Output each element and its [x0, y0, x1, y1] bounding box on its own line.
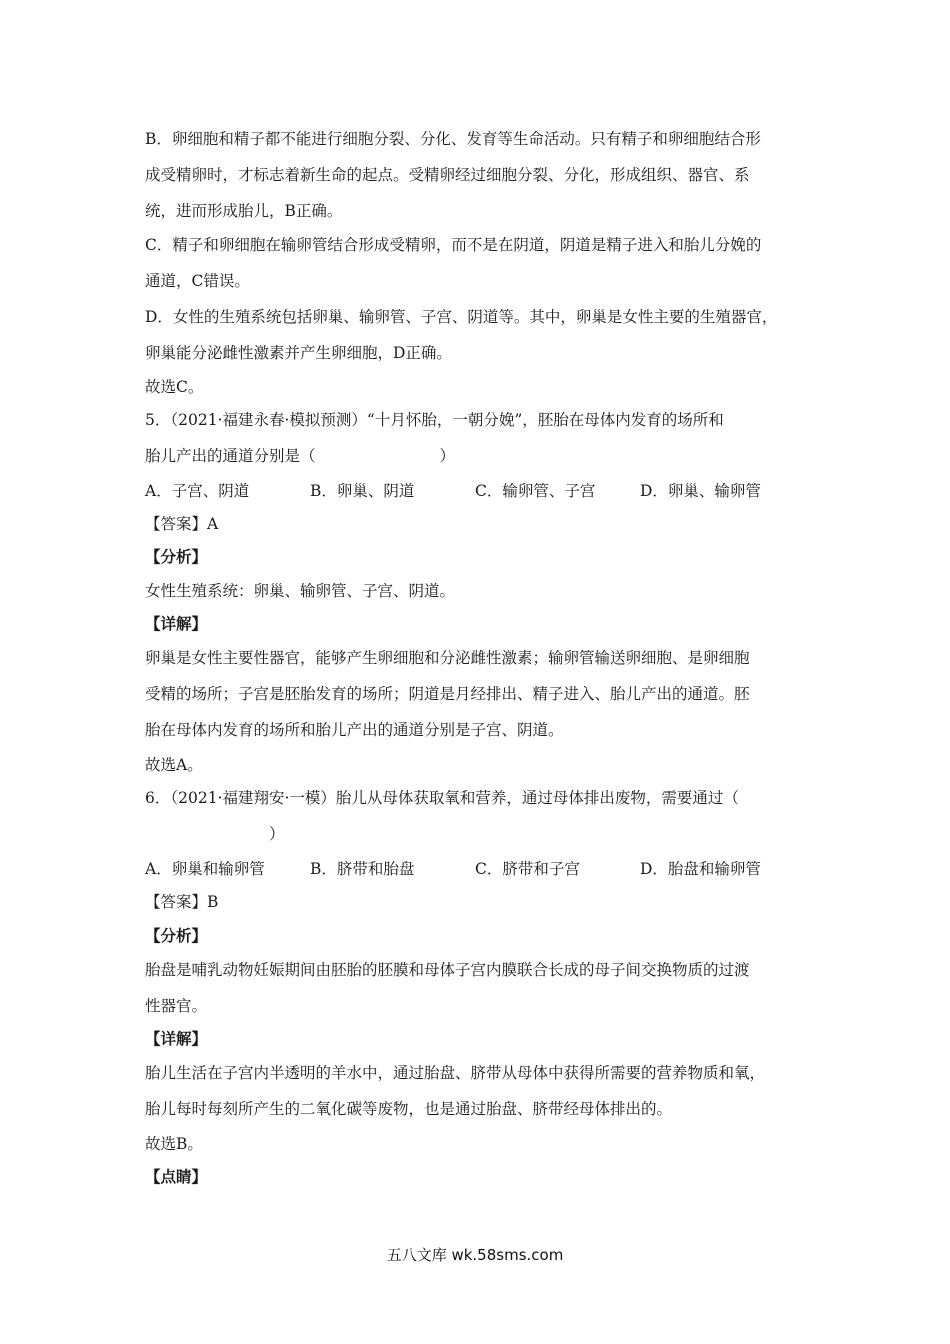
q5-detail-label: 【详解】 [145, 614, 208, 633]
q5-stem-line-2: 胎儿产出的通道分别是（ ） [145, 447, 456, 465]
q6-option-c: C．脐带和子宫 [475, 860, 580, 878]
q6-analysis-line-1: 胎盘是哺乳动物妊娠期间由胚胎的胚膜和母体子宫内膜联合长成的母子间交换物质的过渡 [145, 961, 750, 979]
q6-choice: 故选B。 [145, 1135, 203, 1153]
q5-stem-line-1: 5．（2021·福建永春·模拟预测）“十月怀胎，一朝分娩”，胚胎在母体内发育的场所和 [145, 411, 724, 429]
q6-detail-line-2: 胎儿每时每刻所产生的二氧化碳等废物，也是通过胎盘、脐带经母体排出的。 [145, 1100, 673, 1118]
q5-analysis-line-1: 女性生殖系统：卵巢、输卵管、子宫、阴道。 [145, 582, 456, 600]
option-c-line-2: 通道，C错误。 [145, 272, 250, 290]
q5-option-c: C．输卵管、子宫 [475, 482, 596, 500]
option-b-line-2: 成受精卵时，才标志着新生命的起点。受精卵经过细胞分裂、分化，形成组织、器官、系 [145, 166, 750, 184]
q5-detail-line-3: 胎在母体内发育的场所和胎儿产出的通道分别是子宫、阴道。 [145, 721, 564, 739]
option-c-line-1: C．精子和卵细胞在输卵管结合形成受精卵，而不是在阴道，阴道是精子进入和胎儿分娩的 [145, 236, 762, 254]
q6-option-b: B．脐带和胎盘 [310, 860, 415, 878]
q6-detail-label: 【详解】 [145, 1029, 208, 1048]
q6-options [145, 858, 825, 880]
q6-detail-line-1: 胎儿生活在子宫内半透明的羊水中，通过胎盘、脐带从母体中获得所需要的营养物质和氧， [145, 1064, 766, 1082]
q5-answer: 【答案】A [145, 515, 219, 533]
q5-options [145, 480, 825, 502]
q6-remark-label: 【点睛】 [145, 1167, 208, 1186]
footer-watermark: 五八文库 wk.58sms.com [386, 1246, 564, 1264]
q5-choice: 故选A。 [145, 756, 203, 774]
q5-analysis-label: 【分析】 [145, 547, 208, 566]
q5-option-b: B．卵巢、阴道 [310, 482, 415, 500]
q5-detail-line-2: 受精的场所；子宫是胚胎发育的场所；阴道是月经排出、精子进入、胎儿产出的通道。胚 [145, 685, 750, 703]
option-d-line-2: 卵巢能分泌雌性激素并产生卵细胞，D正确。 [145, 344, 452, 362]
q6-option-d: D．胎盘和输卵管 [640, 860, 761, 878]
q5-option-a: A．子宫、阴道 [145, 482, 250, 500]
option-b-line-3: 统，进而形成胎儿，B正确。 [145, 202, 343, 220]
q6-stem-line-1: 6．（2021·福建翔安·一模）胎儿从母体获取氧和营养，通过母体排出废物，需要通过（ [145, 789, 739, 807]
q6-answer: 【答案】B [145, 893, 219, 911]
q5-detail-line-1: 卵巢是女性主要性器官，能够产生卵细胞和分泌雌性激素；输卵管输送卵细胞、是卵细胞 [145, 649, 750, 667]
option-b-line-1: B．卵细胞和精子都不能进行细胞分裂、分化、发育等生命活动。只有精子和卵细胞结合形 [145, 130, 761, 148]
q5-option-d: D．卵巢、输卵管 [640, 482, 761, 500]
prev-choice: 故选C。 [145, 378, 204, 396]
option-d-line-1: D．女性的生殖系统包括卵巢、输卵管、子宫、阴道等。其中，卵巢是女性主要的生殖器官， [145, 308, 778, 326]
q6-analysis-line-2: 性器官。 [145, 997, 208, 1015]
q6-stem-line-2: ） [145, 825, 285, 843]
q6-analysis-label: 【分析】 [145, 926, 208, 945]
q6-option-a: A．卵巢和输卵管 [145, 860, 265, 878]
